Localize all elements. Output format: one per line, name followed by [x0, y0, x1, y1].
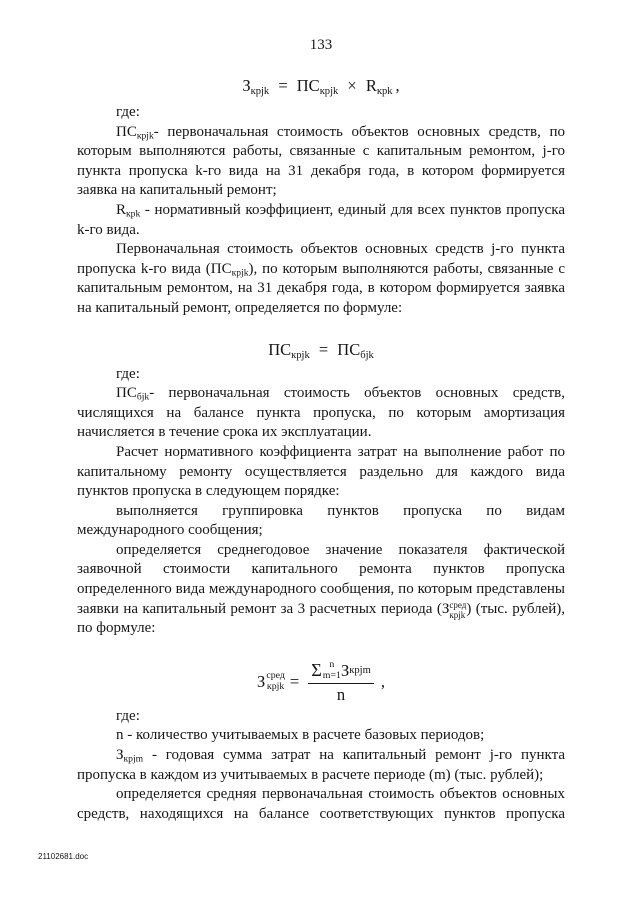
definition-r-kr [77, 201, 565, 240]
formula-subscript: крjk [291, 349, 310, 361]
formula-subscript: бjk [360, 349, 374, 361]
formula-initial-cost [77, 339, 565, 361]
definition-text: - нормативный коэффициент, единый для всех пунктов пропуска k-го вида. [77, 201, 565, 238]
formula-symbol: ПС [337, 339, 361, 359]
formula-times: × [347, 76, 357, 95]
inline-superscript: сред [449, 600, 467, 611]
formula-symbol: З [242, 76, 251, 95]
step-average-initial-cost: определяется средняя первоначальная стоимость объектов основных средств, находящихся на балансе соответствующих пунктов пропуска [77, 786, 565, 822]
definition-subscript: крjm [123, 753, 144, 765]
paragraph-text: ) (тыс. рублей), по формуле: [77, 600, 566, 637]
fraction-numerator: Σ n m=1 З крjm [308, 660, 374, 684]
step-grouping: выполняется группировка пунктов пропуска по видам международного сообщения; [77, 502, 565, 539]
where-label: где: [116, 707, 140, 724]
definition-subscript: бjk [136, 391, 150, 403]
definition-symbol: ПС [116, 385, 137, 402]
paragraph-text: ), по которым выполняются работы, связанные с капитальным ремонтом, на 31 декабря года, в котором формируется заявка на капитальный ремонт, определяется по формуле: [77, 260, 566, 316]
sigma-lower-limit: m=1 [322, 669, 341, 681]
formula-symbol: R [365, 76, 377, 95]
paragraph-subscript: крjk [231, 267, 249, 279]
sigma-limits [323, 660, 341, 682]
formula-symbol: З [341, 660, 350, 680]
inline-supsub [449, 600, 467, 620]
formula-repair-cost [77, 75, 565, 97]
formula-comma: , [395, 76, 400, 95]
formula-equals: = [318, 339, 329, 359]
formula-comma: , [380, 671, 385, 691]
definition-n: n - количество учитываемых в расчете базовых периодов; [116, 727, 485, 744]
formula-subscript: крjk [266, 680, 285, 692]
definition-ps-kr [77, 123, 565, 201]
footer-filename: 21102681.doc [38, 852, 89, 861]
text-block-1 [77, 103, 565, 319]
paragraph-calculation: Расчет нормативного коэффициента затрат на выполнение работ по капитальному ремонту осуществляется раздельно для каждого вида пунктов пропуска в следующем порядке: [77, 443, 565, 500]
formula-average-cost [77, 660, 565, 704]
where-label: где: [116, 365, 140, 382]
inline-symbol: З [441, 600, 450, 617]
definition-z-kr [77, 746, 565, 785]
formula-subscript: крjk [250, 85, 270, 97]
definition-symbol: R [116, 201, 127, 218]
step-average-value [77, 541, 565, 639]
definition-text: - годовая сумма затрат на капитальный ремонт j-го пункта пропуска в каждом из учитываемых в расчете периоде (m) (тыс. рублей); [77, 747, 565, 783]
formula-supsub [266, 671, 285, 693]
definition-symbol: ПС [116, 123, 137, 140]
definition-ps-b [77, 384, 565, 443]
sigma-upper-limit: n [329, 658, 335, 670]
formula-fraction [308, 660, 374, 704]
sigma-symbol: Σ [311, 659, 322, 680]
definition-text: - первоначальная стоимость объектов основных средств, числящихся на балансе пункта пропуска, по которым амортизация начисляется в течение срока их эксплуатации. [77, 385, 565, 441]
formula-symbol: ПС [268, 339, 292, 359]
paragraph-text: определяется среднегодовое значение показателя фактической заявочной стоимости капитального ремонта пунктов пропуска определенного вида международного сообщения, по которым представлены заявки на капитальный ремонт за 3 расчетных периода ( [77, 541, 565, 617]
definition-symbol: З [116, 747, 124, 764]
definition-subscript: крk [126, 208, 141, 220]
where-label: где: [116, 104, 140, 120]
paragraph-text: Первоначальная стоимость объектов основных средств j-го пункта пропуска k-го вида (ПС [77, 241, 565, 277]
text-block-2 [77, 365, 565, 639]
formula-symbol: ПС [296, 76, 320, 95]
fraction-denominator: n [336, 684, 346, 704]
formula-equals: = [278, 76, 288, 95]
page-content [77, 0, 565, 824]
formula-symbol: З [257, 671, 266, 691]
inline-subscript: крjk [449, 609, 466, 620]
formula-subscript: крk [376, 85, 393, 97]
definition-subscript: крjk [136, 130, 154, 142]
formula-subscript: крjk [319, 85, 339, 97]
paragraph-initial-cost [77, 240, 565, 318]
formula-equals: = [289, 671, 300, 691]
formula-superscript: сред [266, 669, 285, 681]
page-number: 133 [309, 37, 333, 53]
text-block-3 [77, 707, 565, 825]
definition-text: - первоначальная стоимость объектов основных средств, по которым выполняются работы, связанные с капитальным ремонтом, j-го пункта пропуска k-го вида на 31 декабря года, в котором формируется заявка на капитальный ремонт; [77, 123, 565, 199]
